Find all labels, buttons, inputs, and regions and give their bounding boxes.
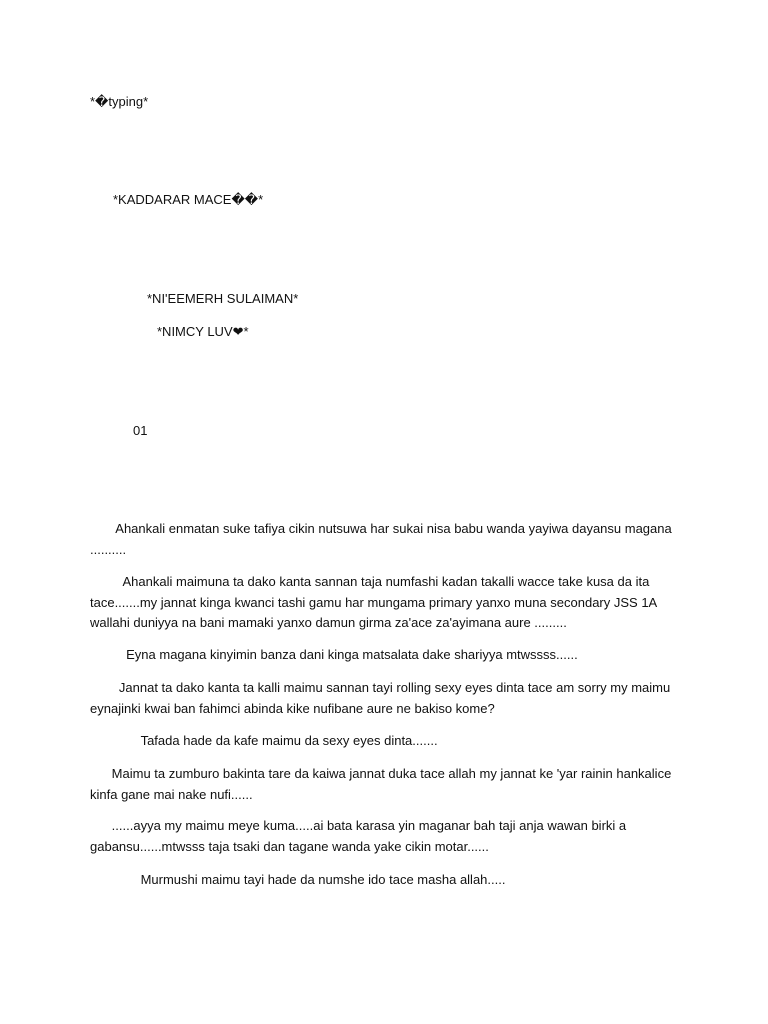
paragraph-3: Eyna magana kinyimin banza dani kinga matsalata dake shariyya mtwssss...... (90, 647, 578, 662)
paragraph-7: ......ayya my maimu meye kuma.....ai bata karasa yin maganar bah taji anja wawan birki a gabansu......mtwsss taja tsaki dan tagane wanda yake cikin motar...... (90, 818, 627, 854)
chapter-number: 01 (133, 423, 148, 438)
paragraph-8: Murmushi maimu tayi hade da numshe ido tace masha allah..... (90, 872, 506, 887)
paragraph-2: Ahankali maimuna ta dako kanta sannan taja numfashi kadan takalli wacce take kusa da ita tace.......my jannat kinga kwanci tashi gamu har mungama primary yanxo muna secondary JSS 1A wallahi duniyya na bani mamaki yanxo damun girma za'ace za'ayimana aure ......... (90, 574, 657, 630)
paragraph-1: Ahankali enmatan suke tafiya cikin nutsuwa har sukai nisa babu wanda yayiwa dayansu magana .......... (90, 521, 672, 557)
story-title: *KADDARAR MACE��* (113, 192, 264, 207)
paragraph-5: Tafada hade da kafe maimu da sexy eyes dinta....... (90, 733, 438, 748)
author-handle: *NIMCY LUV❤* (157, 324, 249, 339)
typing-line: *�typing* (90, 94, 149, 109)
paragraph-6: Maimu ta zumburo bakinta tare da kaiwa jannat duka tace allah my jannat ke 'yar rainin hankalice kinfa gane mai nake nufi...... (90, 766, 672, 802)
author-name: *NI'EEMERH SULAIMAN* (147, 291, 299, 306)
paragraph-4: Jannat ta dako kanta ta kalli maimu sannan tayi rolling sexy eyes dinta tace am sorry my maimu eynajinki kwai ban fahimci abinda kike nufibane aure ne bakiso kome? (90, 680, 671, 716)
